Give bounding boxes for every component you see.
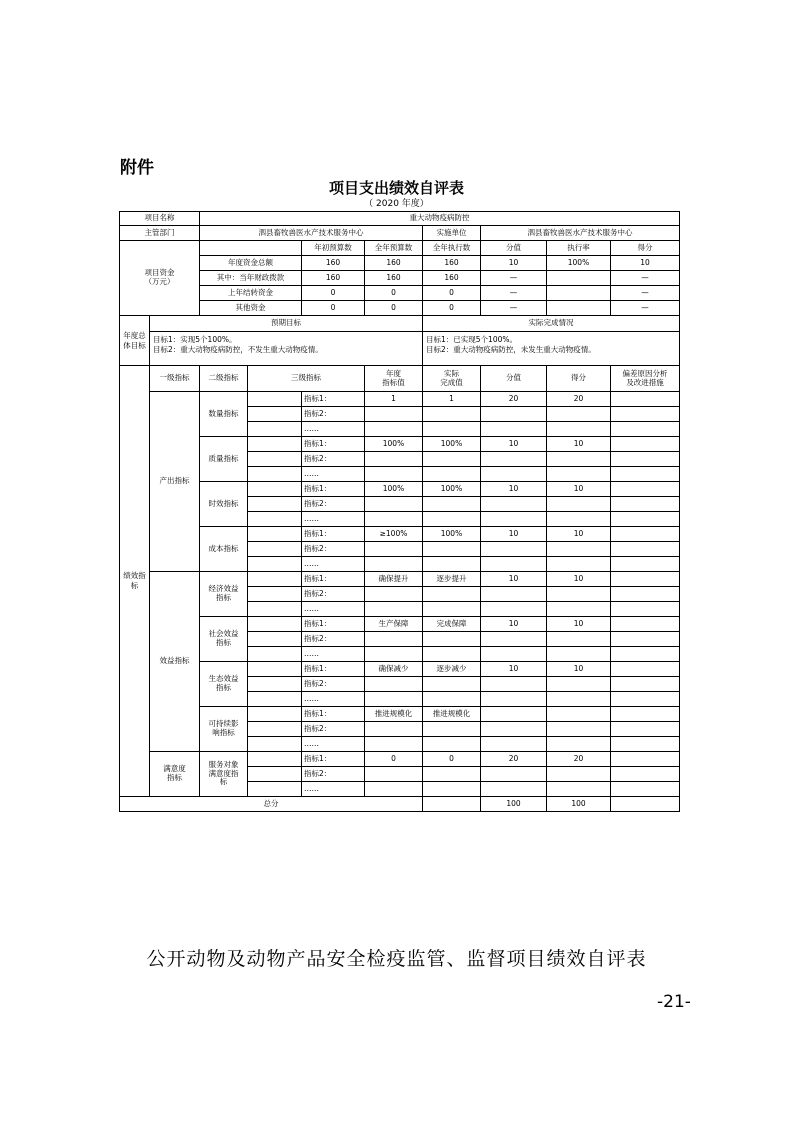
perf-value: 1 <box>423 392 481 407</box>
perf-value <box>481 647 547 662</box>
perf-value <box>547 692 611 707</box>
perf-value <box>423 647 481 662</box>
level1-indicator: 效益指标 <box>150 572 200 752</box>
level3-indicator: 指标2： <box>302 497 365 512</box>
perf-value <box>547 557 611 572</box>
funds-row-label: 上年结转资金 <box>200 286 302 301</box>
perf-value <box>365 632 423 647</box>
perf-value <box>423 692 481 707</box>
funds-cell: 0 <box>365 301 423 316</box>
level3-indicator: …… <box>302 647 365 662</box>
perf-value <box>365 677 423 692</box>
perf-value <box>547 737 611 752</box>
funds-cell: 0 <box>302 301 365 316</box>
perf-value <box>547 422 611 437</box>
deviation-cell <box>611 662 680 677</box>
level3-indicator: 指标1： <box>302 662 365 677</box>
deviation-cell <box>611 422 680 437</box>
level3-blank <box>248 782 302 797</box>
perf-value <box>547 767 611 782</box>
perf-value <box>365 782 423 797</box>
perf-value <box>423 632 481 647</box>
funds-cell <box>547 301 611 316</box>
perf-value <box>365 602 423 617</box>
funds-cell: — <box>481 286 547 301</box>
level3-blank <box>248 677 302 692</box>
perf-value <box>365 722 423 737</box>
perf-value <box>547 602 611 617</box>
perf-value <box>481 677 547 692</box>
deviation-cell <box>611 527 680 542</box>
perf-value: 20 <box>547 392 611 407</box>
perf-value <box>547 497 611 512</box>
perf-value: 确保提升 <box>365 572 423 587</box>
perf-value <box>547 632 611 647</box>
level2-indicator: 质量指标 <box>200 437 248 482</box>
perf-value <box>423 512 481 527</box>
perf-value <box>481 737 547 752</box>
perf-value: 10 <box>547 482 611 497</box>
perf-value <box>481 452 547 467</box>
perf-value: 10 <box>481 572 547 587</box>
perf-value <box>481 707 547 722</box>
deviation-cell <box>611 557 680 572</box>
level3-blank <box>248 602 302 617</box>
deviation-cell <box>611 767 680 782</box>
perf-value <box>481 407 547 422</box>
perf-value: 10 <box>547 572 611 587</box>
level3-indicator: 指标2： <box>302 632 365 647</box>
level1-indicator: 满意度 指标 <box>150 752 200 797</box>
level3-blank <box>248 527 302 542</box>
level3-blank <box>248 512 302 527</box>
level3-indicator: …… <box>302 737 365 752</box>
level3-indicator: …… <box>302 422 365 437</box>
funds-cell: 10 <box>611 256 680 271</box>
level3-indicator: 指标1： <box>302 707 365 722</box>
perf-value <box>365 497 423 512</box>
deviation-cell <box>611 677 680 692</box>
perf-value <box>481 632 547 647</box>
expected-goal-header: 预期目标 <box>150 316 423 332</box>
level3-indicator: 指标2： <box>302 767 365 782</box>
deviation-cell <box>611 617 680 632</box>
impl-label: 实施单位 <box>423 226 481 241</box>
perf-value <box>481 497 547 512</box>
perf-value <box>547 512 611 527</box>
deviation-cell <box>611 782 680 797</box>
level3-blank <box>248 437 302 452</box>
deviation-cell <box>611 542 680 557</box>
level3-indicator: …… <box>302 602 365 617</box>
deviation-cell <box>611 437 680 452</box>
funds-cell <box>547 286 611 301</box>
deviation-cell <box>611 482 680 497</box>
level3-blank <box>248 767 302 782</box>
perf-value: 10 <box>481 617 547 632</box>
perf-value: 0 <box>423 752 481 767</box>
footer-title: 公开动物及动物产品安全检疫监管、监督项目绩效自评表 <box>146 948 647 970</box>
form-title: 项目支出绩效自评表 <box>328 179 464 197</box>
expected-goal-text: 目标1：实现5个100%。 目标2：重大动物疫病防控，不发生重大动物疫情。 <box>150 332 423 366</box>
perf-value <box>365 767 423 782</box>
deviation-cell <box>611 752 680 767</box>
perf-value <box>547 782 611 797</box>
deviation-cell <box>611 647 680 662</box>
perf-value: 10 <box>481 527 547 542</box>
perf-value <box>481 542 547 557</box>
deviation-cell <box>611 737 680 752</box>
level3-indicator: 指标2： <box>302 677 365 692</box>
funds-cell: 160 <box>423 271 481 286</box>
deviation-cell <box>611 707 680 722</box>
perf-value <box>547 647 611 662</box>
level3-blank <box>248 617 302 632</box>
level3-indicator: …… <box>302 512 365 527</box>
perf-value <box>423 767 481 782</box>
level3-blank <box>248 482 302 497</box>
level3-indicator: …… <box>302 692 365 707</box>
perf-value <box>365 467 423 482</box>
total-blank <box>423 797 481 812</box>
page-number: -21- <box>657 992 691 1012</box>
deviation-cell <box>611 407 680 422</box>
perf-value <box>365 557 423 572</box>
perf-value <box>481 602 547 617</box>
funds-label: 项目资金 （万元） <box>120 241 200 316</box>
perf-value <box>423 497 481 512</box>
funds-cell: 0 <box>423 286 481 301</box>
funds-cell: 10 <box>481 256 547 271</box>
funds-header: 全年预算数 <box>365 241 423 256</box>
level3-blank <box>248 737 302 752</box>
level3-indicator: 指标2： <box>302 542 365 557</box>
deviation-cell <box>611 602 680 617</box>
level2-indicator: 时效指标 <box>200 482 248 527</box>
funds-cell: 160 <box>365 271 423 286</box>
level3-indicator: …… <box>302 467 365 482</box>
funds-header: 分值 <box>481 241 547 256</box>
funds-cell: 100% <box>547 256 611 271</box>
annual-goal-label: 年度总体目标 <box>120 316 150 366</box>
perf-value <box>423 467 481 482</box>
level2-indicator: 服务对象 满意度指 标 <box>200 752 248 797</box>
perf-value <box>547 587 611 602</box>
funds-cell: 160 <box>302 256 365 271</box>
perf-value <box>547 467 611 482</box>
funds-cell: — <box>611 301 680 316</box>
perf-value: 20 <box>481 392 547 407</box>
perf-value: 10 <box>547 617 611 632</box>
level3-blank <box>248 572 302 587</box>
funds-row-label: 年度资金总额 <box>200 256 302 271</box>
perf-value <box>423 602 481 617</box>
perf-value <box>365 422 423 437</box>
perf-value: 10 <box>481 482 547 497</box>
perf-value: 10 <box>547 662 611 677</box>
perf-value <box>547 677 611 692</box>
perf-header: 分值 <box>481 366 547 392</box>
attachment-label: 附件 <box>120 158 154 178</box>
perf-value <box>547 722 611 737</box>
level3-blank <box>248 407 302 422</box>
perf-value: 0 <box>365 752 423 767</box>
level3-blank <box>248 707 302 722</box>
perf-value <box>423 452 481 467</box>
perf-value <box>481 722 547 737</box>
total-value: 100 <box>481 797 547 812</box>
perf-value <box>423 422 481 437</box>
funds-header: 年初预算数 <box>302 241 365 256</box>
deviation-cell <box>611 467 680 482</box>
level3-blank <box>248 422 302 437</box>
perf-value <box>481 782 547 797</box>
level3-blank <box>248 392 302 407</box>
deviation-cell <box>611 722 680 737</box>
level3-blank <box>248 632 302 647</box>
perf-header: 实际 完成值 <box>423 366 481 392</box>
perf-value: 100% <box>365 437 423 452</box>
level2-indicator: 可持续影 响指标 <box>200 707 248 752</box>
perf-value: 推进规模化 <box>423 707 481 722</box>
level2-indicator: 生态效益 指标 <box>200 662 248 707</box>
perf-value <box>423 587 481 602</box>
perf-value <box>481 767 547 782</box>
perf-value <box>423 542 481 557</box>
perf-value <box>365 542 423 557</box>
level3-blank <box>248 647 302 662</box>
perf-value <box>481 692 547 707</box>
perf-value: 10 <box>481 437 547 452</box>
level2-indicator: 社会效益 指标 <box>200 617 248 662</box>
funds-row-label: 其他资金 <box>200 301 302 316</box>
level3-blank <box>248 722 302 737</box>
total-blank <box>611 797 680 812</box>
level3-blank <box>248 497 302 512</box>
actual-goal-header: 实际完成情况 <box>423 316 680 332</box>
funds-cell: 0 <box>423 301 481 316</box>
perf-value: 10 <box>547 527 611 542</box>
level3-blank <box>248 662 302 677</box>
level1-indicator: 产出指标 <box>150 392 200 572</box>
perf-header: 得分 <box>547 366 611 392</box>
funds-cell: — <box>481 301 547 316</box>
perf-value <box>547 542 611 557</box>
level3-blank <box>248 587 302 602</box>
perf-value <box>365 452 423 467</box>
funds-cell: 160 <box>423 256 481 271</box>
perf-value: ≥100% <box>365 527 423 542</box>
perf-value <box>365 407 423 422</box>
level3-blank <box>248 557 302 572</box>
level3-blank <box>248 542 302 557</box>
perf-value: 100% <box>365 482 423 497</box>
funds-cell <box>547 271 611 286</box>
total-label: 总分 <box>120 797 423 812</box>
perf-value: 100% <box>423 437 481 452</box>
perf-value <box>547 452 611 467</box>
actual-goal-text: 目标1：已实现5个100%。 目标2：重大动物疫病防控，未发生重大动物疫情。 <box>423 332 680 366</box>
funds-header: 得分 <box>611 241 680 256</box>
level3-indicator: 指标1： <box>302 752 365 767</box>
deviation-cell <box>611 512 680 527</box>
deviation-cell <box>611 692 680 707</box>
level3-indicator: …… <box>302 557 365 572</box>
level3-blank <box>248 452 302 467</box>
funds-cell: 160 <box>302 271 365 286</box>
perf-value: 完成保障 <box>423 617 481 632</box>
perf-value <box>547 707 611 722</box>
level3-indicator: 指标2： <box>302 587 365 602</box>
perf-header: 三级指标 <box>248 366 365 392</box>
perf-value <box>423 407 481 422</box>
perf-value: 推进规模化 <box>365 707 423 722</box>
deviation-cell <box>611 632 680 647</box>
perf-value: 100% <box>423 527 481 542</box>
project-name-label: 项目名称 <box>120 212 200 226</box>
perf-value <box>365 737 423 752</box>
perf-value <box>481 422 547 437</box>
deviation-cell <box>611 452 680 467</box>
deviation-cell <box>611 497 680 512</box>
funds-row-label: 其中：当年财政拨款 <box>200 271 302 286</box>
deviation-cell <box>611 587 680 602</box>
funds-header: 执行率 <box>547 241 611 256</box>
funds-cell: 160 <box>365 256 423 271</box>
funds-cell: — <box>611 271 680 286</box>
dept-label: 主管部门 <box>120 226 200 241</box>
perf-header: 偏差原因分析 及改进措施 <box>611 366 680 392</box>
funds-cell: 0 <box>302 286 365 301</box>
level3-indicator: 指标2： <box>302 722 365 737</box>
level3-indicator: 指标1： <box>302 617 365 632</box>
perf-value: 20 <box>481 752 547 767</box>
level2-indicator: 成本指标 <box>200 527 248 572</box>
level3-blank <box>248 692 302 707</box>
perf-value: 10 <box>547 437 611 452</box>
dept-value: 泗县畜牧兽医水产技术服务中心 <box>200 226 423 241</box>
total-score: 100 <box>547 797 611 812</box>
perf-value: 生产保障 <box>365 617 423 632</box>
perf-value: 确保减少 <box>365 662 423 677</box>
perf-value: 逐步减少 <box>423 662 481 677</box>
deviation-cell <box>611 572 680 587</box>
perf-header: 二级指标 <box>200 366 248 392</box>
perf-side-label: 绩效指标 <box>120 366 150 797</box>
impl-value: 泗县畜牧兽医水产技术服务中心 <box>481 226 680 241</box>
perf-value <box>423 557 481 572</box>
perf-value: 逐步提升 <box>423 572 481 587</box>
perf-header: 一级指标 <box>150 366 200 392</box>
funds-cell: — <box>481 271 547 286</box>
perf-value <box>423 782 481 797</box>
performance-table <box>119 211 680 812</box>
perf-value <box>547 407 611 422</box>
level3-indicator: 指标1： <box>302 572 365 587</box>
perf-value <box>365 692 423 707</box>
level3-blank <box>248 467 302 482</box>
level2-indicator: 数量指标 <box>200 392 248 437</box>
level3-indicator: 指标1： <box>302 437 365 452</box>
perf-value <box>423 722 481 737</box>
level3-indicator: 指标1： <box>302 527 365 542</box>
perf-value <box>423 677 481 692</box>
perf-header: 年度 指标值 <box>365 366 423 392</box>
perf-value <box>481 557 547 572</box>
perf-value <box>481 587 547 602</box>
form-subtitle: （ 2020 年度） <box>364 199 429 209</box>
perf-value <box>481 512 547 527</box>
perf-value: 1 <box>365 392 423 407</box>
level3-indicator: 指标2： <box>302 407 365 422</box>
level3-indicator: 指标1： <box>302 392 365 407</box>
level3-indicator: …… <box>302 782 365 797</box>
project-name: 重大动物疫病防控 <box>200 212 680 226</box>
perf-value <box>423 737 481 752</box>
funds-cell: 0 <box>365 286 423 301</box>
perf-value <box>481 467 547 482</box>
level3-indicator: 指标1： <box>302 482 365 497</box>
funds-cell: — <box>611 286 680 301</box>
level2-indicator: 经济效益 指标 <box>200 572 248 617</box>
perf-value: 20 <box>547 752 611 767</box>
perf-value: 10 <box>481 662 547 677</box>
funds-header-blank <box>200 241 302 256</box>
perf-value: 100% <box>423 482 481 497</box>
deviation-cell <box>611 392 680 407</box>
funds-header: 全年执行数 <box>423 241 481 256</box>
level3-indicator: 指标2： <box>302 452 365 467</box>
perf-value <box>365 587 423 602</box>
perf-value <box>365 647 423 662</box>
perf-value <box>365 512 423 527</box>
level3-blank <box>248 752 302 767</box>
